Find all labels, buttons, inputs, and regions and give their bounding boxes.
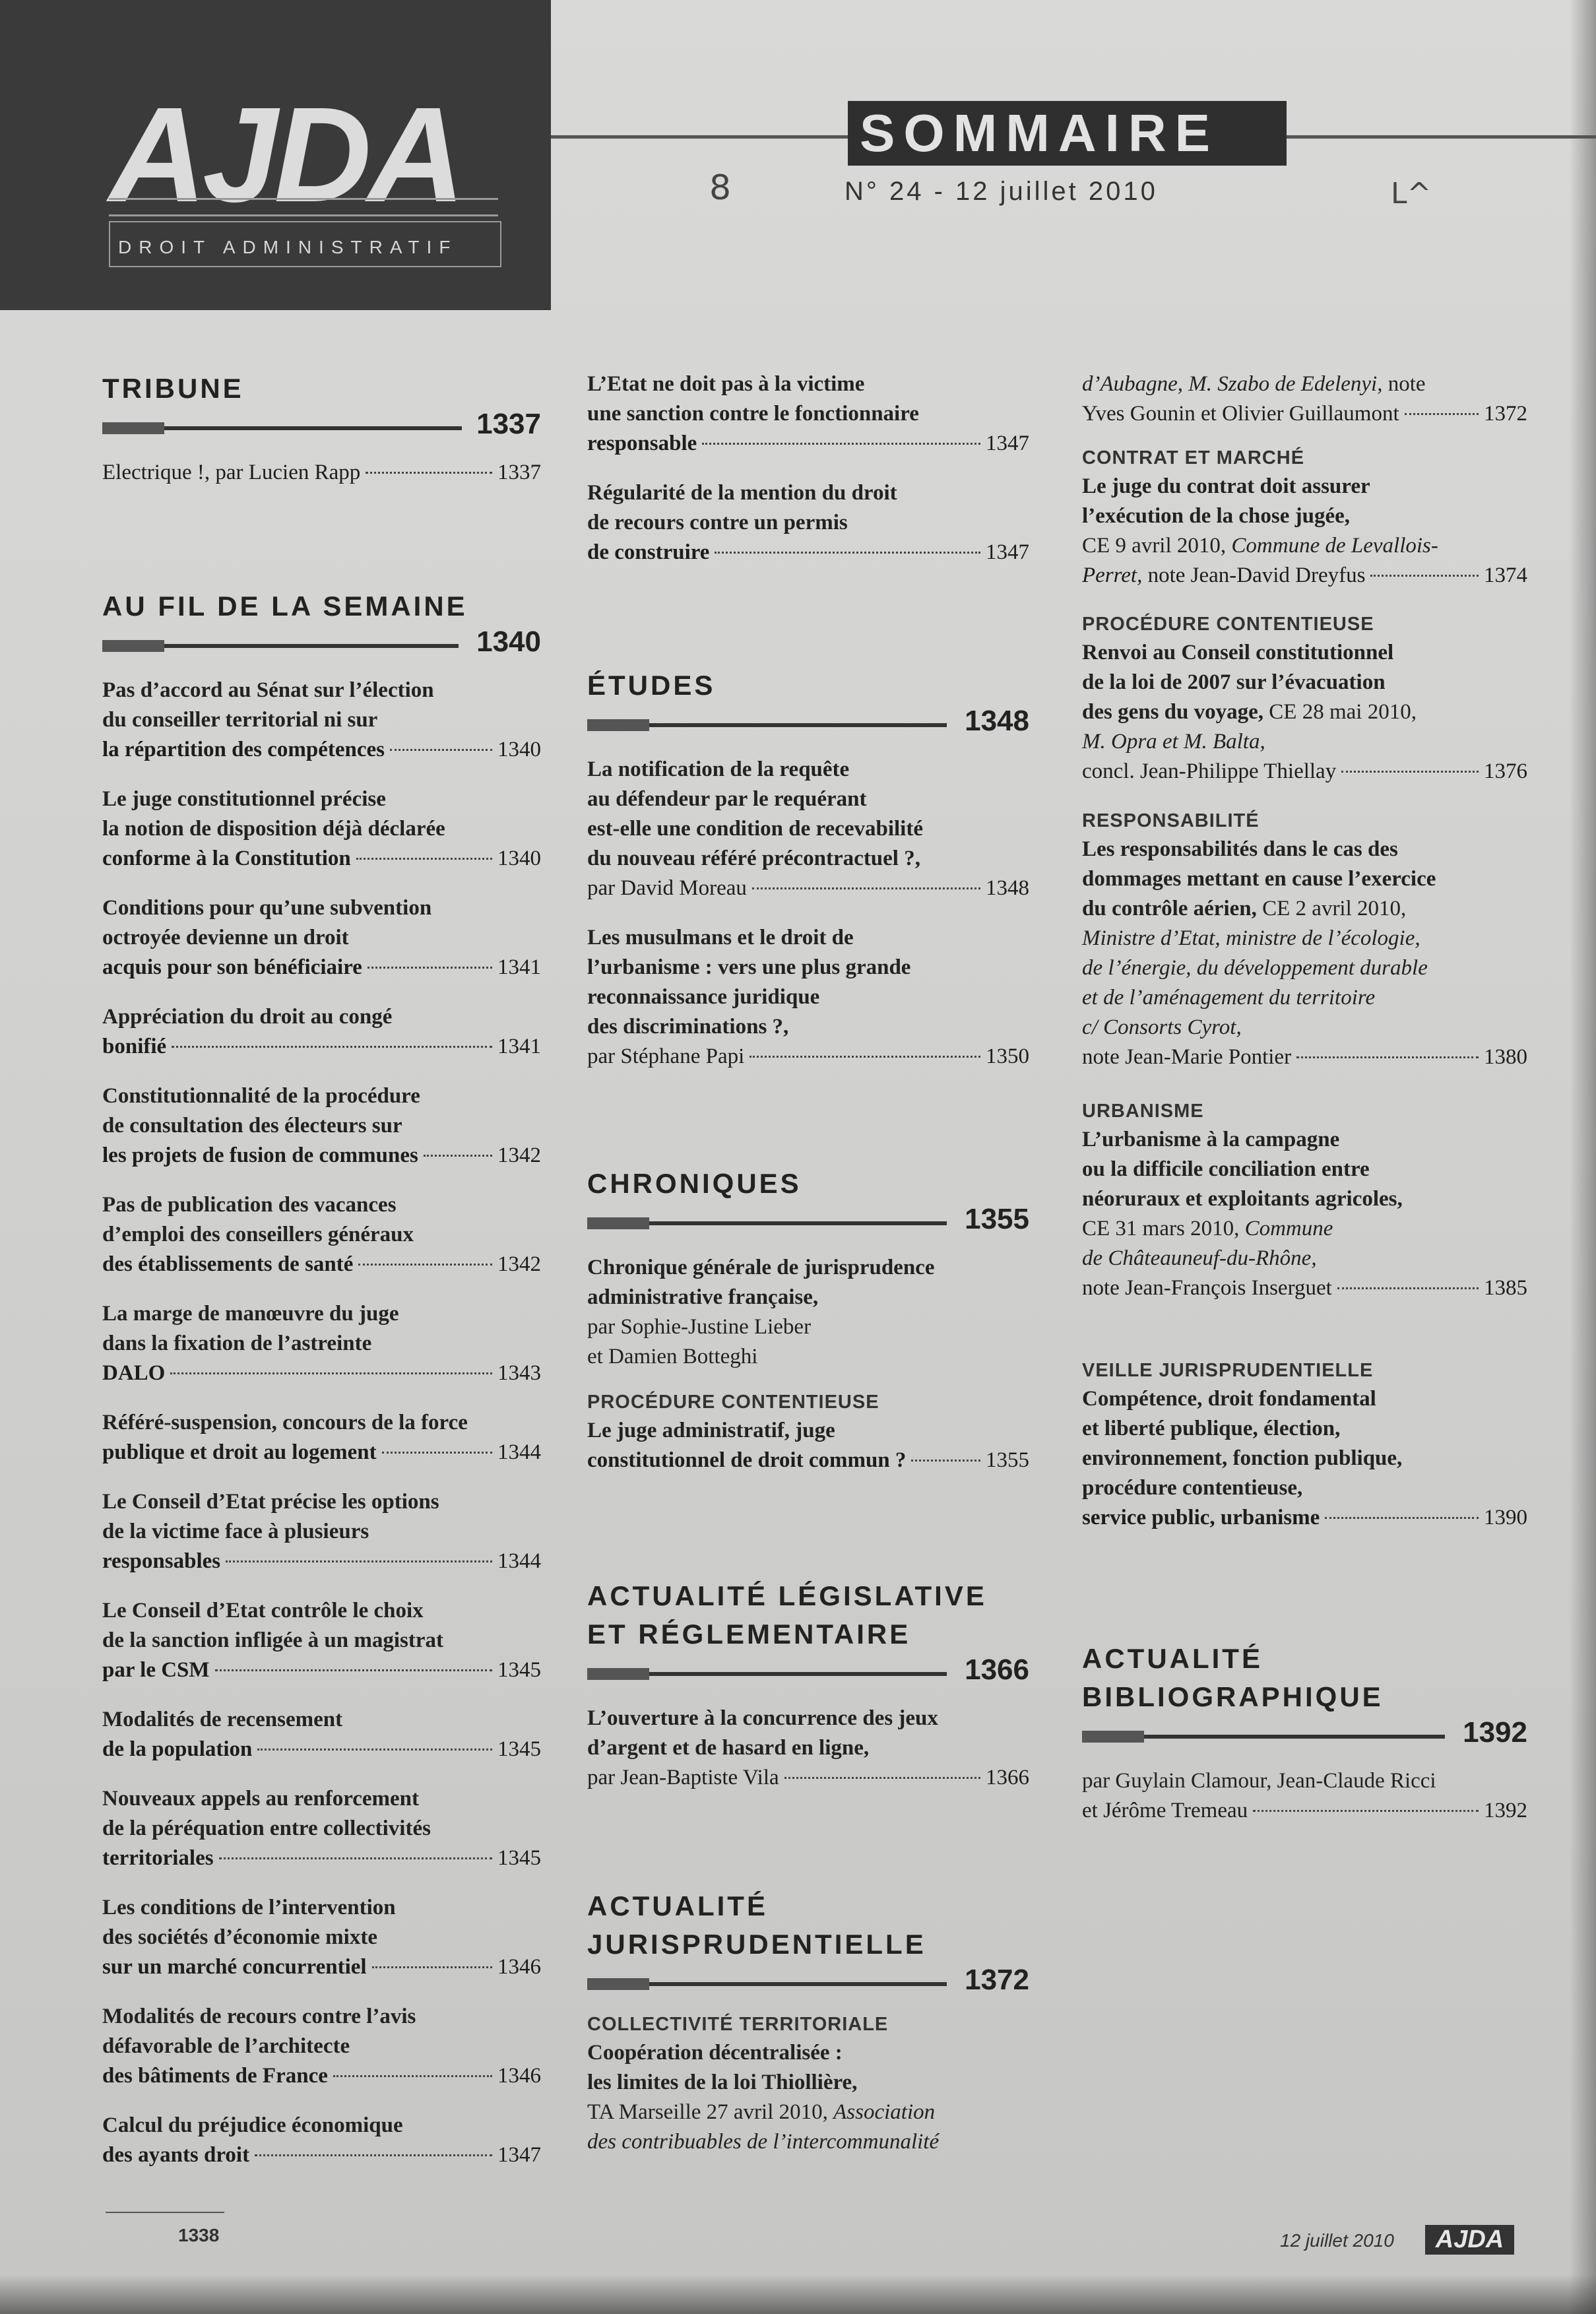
section-title-2: ET RÉGLEMENTAIRE xyxy=(587,1619,911,1650)
toc-entry[interactable]: Les musulmans et le droit de l’urbanisme : vers une plus grande reconnaissance juridique des discriminations ?, par Stéphane Papi 1350 xyxy=(587,926,1029,1068)
section-page: 1372 xyxy=(965,1964,1029,1996)
toc-entry[interactable]: Le juge constitutionnel précise la notion de disposition déjà déclarée conforme à la Constitution 1340 xyxy=(102,787,541,870)
section-page: 1355 xyxy=(965,1203,1029,1235)
section-chroniques xyxy=(587,1165,1029,1495)
section-title: TRIBUNE xyxy=(102,373,244,404)
section-page: 1348 xyxy=(965,705,1029,737)
fil-continued xyxy=(587,370,1029,587)
section-jurisprudentielle xyxy=(587,1887,1029,2177)
section-title-2: JURISPRUDENTIELLE xyxy=(587,1929,926,1960)
section-title: ACTUALITÉ LÉGISLATIVE xyxy=(587,1580,987,1611)
footer-logo: AJDA xyxy=(1425,2225,1514,2255)
toc-entry[interactable]: L’Etat ne doit pas à la victime une sanction contre le fonctionnaire responsable 1347 xyxy=(587,372,1029,455)
subsection-label: CONTRAT ET MARCHÉ xyxy=(1082,447,1305,468)
entry-responsabilite[interactable]: RESPONSABILITÉ Les responsabilités dans le cas des dommages mettant en cause l’exercice du contrôle aérien, CE 2 avril 2010, Ministre d’Etat, ministre de l’écologie, de l’énergie, du développement durable et de l’aménagement du territoire c/ Consorts Cyrot, note Jean-Marie Pontier 1380 xyxy=(1082,810,1527,1069)
section-rule xyxy=(1082,1716,1527,1749)
toc-entry[interactable]: La marge de manœuvre du juge dans la fixation de l’astreinte DALO 1343 xyxy=(102,1302,541,1385)
section-bibliographique xyxy=(1082,1640,1527,1846)
footer-rule xyxy=(106,2212,224,2213)
issue-number: N° 24 - 12 juillet 2010 xyxy=(845,177,1158,206)
handwritten-mark-2: L^ xyxy=(1391,177,1432,210)
toc-entry[interactable]: Référé-suspension, concours de la force publique et droit au logement 1344 xyxy=(102,1411,541,1464)
subsection-label: PROCÉDURE CONTENTIEUSE xyxy=(587,1392,879,1413)
section-page: 1392 xyxy=(1463,1716,1527,1749)
fil-entries xyxy=(102,676,541,2170)
section-rule xyxy=(587,1203,1029,1235)
subsection-label: URBANISME xyxy=(1082,1101,1204,1122)
section-rule xyxy=(587,1654,1029,1686)
toc-entry[interactable]: Les conditions de l’intervention des sociétés d’économie mixte sur un marché concurrentiel 1346 xyxy=(102,1896,541,1979)
toc-entry[interactable]: Pas d’accord au Sénat sur l’élection du conseiller territorial ni sur la répartition des compétences 1340 xyxy=(102,678,541,761)
toc-entry[interactable]: Constitutionnalité de la procédure de consultation des électeurs sur les projets de fusion de communes 1342 xyxy=(102,1084,541,1167)
toc-entry[interactable]: Appréciation du droit au congé bonifié 1341 xyxy=(102,1005,541,1058)
toc-entry[interactable]: Conditions pour qu’une subvention octroyée devienne un droit acquis pour son bénéficiaire 1341 xyxy=(102,896,541,979)
toc-entry[interactable]: L’ouverture à la concurrence des jeux d’argent et de hasard en ligne, par Jean-Baptiste Vila 1366 xyxy=(587,1706,1029,1789)
section-rule xyxy=(587,1964,1029,1996)
masthead-logo-stripe xyxy=(109,198,498,216)
toc-entry[interactable]: Nouveaux appels au renforcement de la péréquation entre collectivités territoriales 1345 xyxy=(102,1787,541,1870)
section-title: ACTUALITÉ xyxy=(587,1890,768,1921)
section-rule xyxy=(102,408,541,440)
section-page: 1340 xyxy=(476,626,541,658)
toc-entry[interactable]: Régularité de la mention du droit de recours contre un permis de construire 1347 xyxy=(587,481,1029,564)
section-etudes xyxy=(587,666,1029,1091)
footer-page-number: 1338 xyxy=(178,2225,220,2245)
section-title: ÉTUDES xyxy=(587,670,716,701)
entry-veille-jurisprudentielle[interactable]: VEILLE JURISPRUDENTIELLE Compétence, droit fondamental et liberté publique, élection, environnement, fonction publique, procédure contentieuse, service public, urbanisme 1390 xyxy=(1082,1360,1527,1529)
toc-entry[interactable]: Le Conseil d’Etat précise les options de la victime face à plusieurs responsables 1344 xyxy=(102,1490,541,1573)
page-shadow-bottom xyxy=(0,2274,1596,2314)
section-rule xyxy=(587,705,1029,737)
toc-entry[interactable]: Le Conseil d’Etat contrôle le choix de la sanction infligée à un magistrat par le CSM 1345 xyxy=(102,1599,541,1682)
section-tribune xyxy=(102,370,541,507)
masthead-logo: AJDA xyxy=(109,79,462,230)
section-page: 1366 xyxy=(965,1654,1029,1686)
entry-urbanisme[interactable]: URBANISME L’urbanisme à la campagne ou la difficile conciliation entre néoruraux et exploitants agricoles, CE 31 mars 2010, Commune de Châteauneuf-du-Rhône, note Jean-François Inserguet 1385 xyxy=(1082,1101,1527,1300)
section-fil-de-la-semaine xyxy=(102,587,541,2190)
page-shadow-right xyxy=(1570,0,1596,2314)
subsection-label: VEILLE JURISPRUDENTIELLE xyxy=(1082,1360,1374,1381)
toc-entry[interactable]: Coopération décentralisée : les limites de la loi Thiollière, TA Marseille 27 avril 2010, Association des contribuables de l’intercommunalité xyxy=(587,2041,940,2154)
section-title: CHRONIQUES xyxy=(587,1168,802,1199)
handwritten-mark-1: 8 xyxy=(709,168,732,208)
jurisprudentielle-continued[interactable]: d’Aubagne, M. Szabo de Edelenyi, note Yves Gounin et Olivier Guillaumont 1372 xyxy=(1082,372,1527,426)
section-rule xyxy=(102,626,541,658)
section-legislative xyxy=(587,1577,1029,1813)
toc-entry[interactable]: Le juge administratif, juge constitutionnel de droit commun ? 1355 xyxy=(587,1419,1029,1472)
toc-entry[interactable]: Modalités de recours contre l’avis défavorable de l’architecte des bâtiments de France 1346 xyxy=(102,2005,541,2088)
toc-entry[interactable]: Calcul du préjudice économique des ayants droit 1347 xyxy=(102,2113,541,2167)
subsection-label: COLLECTIVITÉ TERRITORIALE xyxy=(587,2014,889,2035)
subsection-label: RESPONSABILITÉ xyxy=(1082,810,1260,831)
toc-entry[interactable]: par Guylain Clamour, Jean-Claude Ricci et Jérôme Tremeau 1392 xyxy=(1082,1769,1527,1822)
section-page: 1337 xyxy=(476,408,541,440)
toc-entry[interactable]: Modalités de recensement de la population 1345 xyxy=(102,1708,541,1761)
toc-entry[interactable]: Chronique générale de jurisprudence administrative française, par Sophie-Justine Lieber et Damien Botteghi xyxy=(587,1256,935,1368)
entry-contrat-et-marche[interactable]: CONTRAT ET MARCHÉ Le juge du contrat doit assurer l’exécution de la chose jugée, CE 9 avril 2010, Commune de Levallois- Perret, note Jean-David Dreyfus 1374 xyxy=(1082,447,1527,587)
toc-entry[interactable]: La notification de la requête au défendeur par le requérant est-elle une condition de recevabilité du nouveau référé précontractuel ?, par David Moreau 1348 xyxy=(587,757,1029,900)
sommaire-title: SOMMAIRE xyxy=(848,101,1287,166)
section-title-2: BIBLIOGRAPHIQUE xyxy=(1082,1681,1384,1712)
toc-entry[interactable]: Pas de publication des vacances d’emploi des conseillers généraux des établissements de santé 1342 xyxy=(102,1193,541,1276)
footer-date: 12 juillet 2010 xyxy=(1280,2230,1394,2251)
section-title: ACTUALITÉ xyxy=(1082,1643,1263,1674)
toc-entry[interactable]: Electrique !, par Lucien Rapp 1337 xyxy=(102,461,541,484)
subsection-label: PROCÉDURE CONTENTIEUSE xyxy=(1082,614,1374,635)
masthead-subtitle: DROIT ADMINISTRATIF xyxy=(109,221,501,267)
entry-procedure-contentieuse[interactable]: PROCÉDURE CONTENTIEUSE Renvoi au Conseil constitutionnel de la loi de 2007 sur l’évacuation des gens du voyage, CE 28 mai 2010, M. Opra et M. Balta, concl. Jean-Philippe Thiellay 1376 xyxy=(1082,614,1527,783)
section-title: AU FIL DE LA SEMAINE xyxy=(102,591,468,622)
